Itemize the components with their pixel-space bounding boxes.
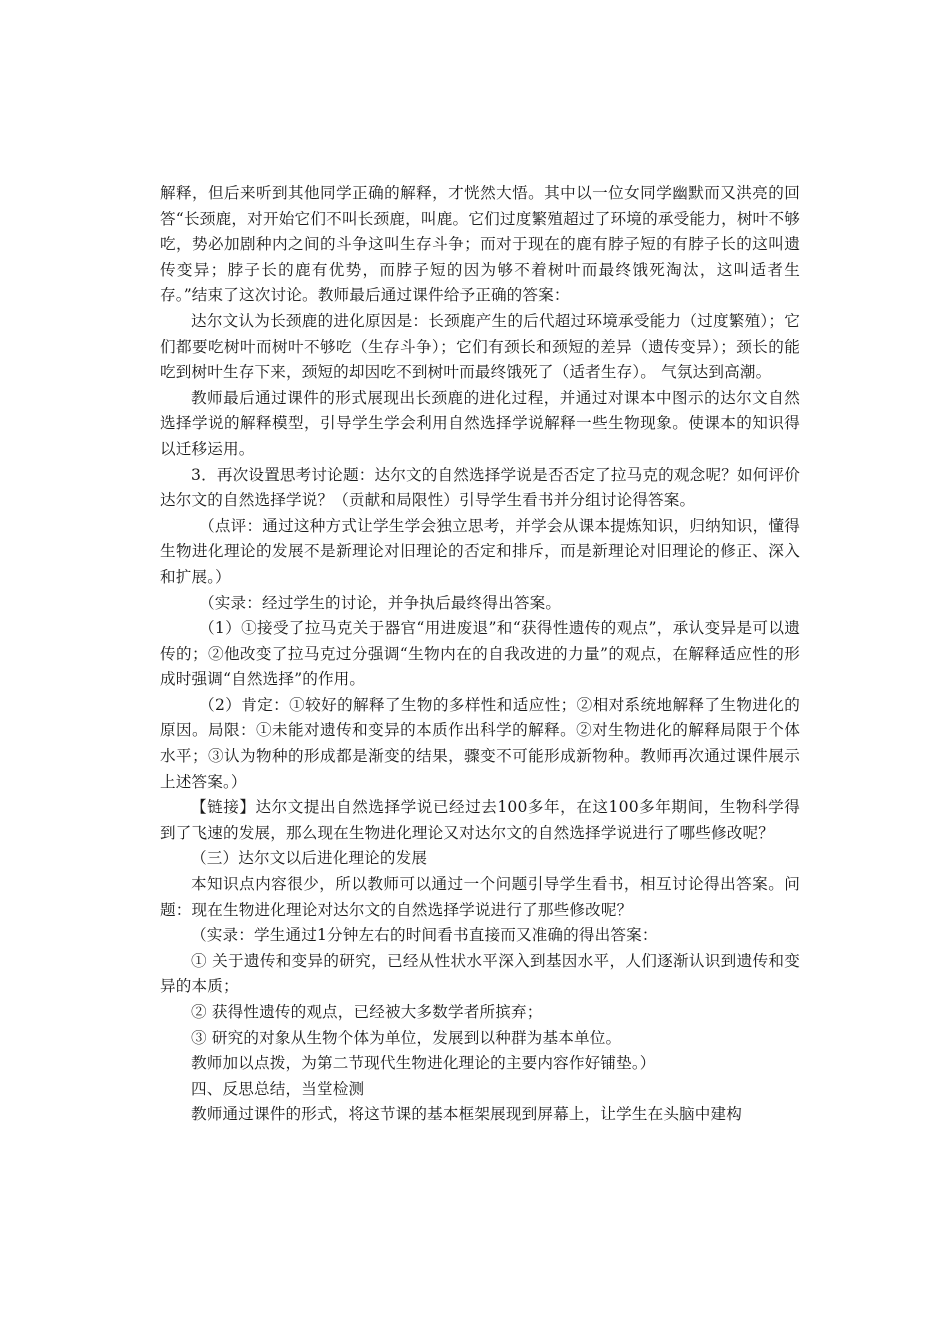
section-heading-reflection: 四、反思总结，当堂检测 <box>191 1079 365 1098</box>
paragraph-courseware-model: 教师最后通过课件的形式展现出长颈鹿的进化过程，并通过对课本中图示的达尔文自然选择学说的解释模型，引导学生学会利用自然选择学说解释一些生物现象。使课本的知识得以迁移运用。 <box>160 388 800 458</box>
paragraph-knowledge-point: 本知识点内容很少，所以教师可以通过一个问题引导学生看书，相互讨论得出答案。问题：现在生物进化理论对达尔文的自然选择学说进行了那些修改呢？ <box>160 875 800 919</box>
list-item-genetics: ① 关于遗传和变异的研究，已经从性状水平深入到基因水平，人们逐渐认识到遗传和变异的本质； <box>160 951 800 996</box>
paragraph-framework: 教师通过课件的形式，将这节课的基本框架展现到屏幕上，让学生在头脑中建构 <box>191 1105 743 1124</box>
document-page <box>160 181 800 1128</box>
list-item-population-unit: ③ 研究的对象从生物个体为单位，发展到以种群为基本单位。 <box>191 1028 622 1047</box>
paragraph-darwin-giraffe-answer: 达尔文认为长颈鹿的进化原因是：长颈鹿产生的后代超过环境承受能力（过度繁殖）；它们都要吃树叶而树叶不够吃（生存斗争）；它们有颈长和颈短的差异（遗传变异）；颈长的能吃到树叶生存下来，颈短的却因吃不到树叶而最终饿死了（适者生存）。 气氛达到高潮。 <box>160 311 800 382</box>
paragraph-giraffe-discussion: 解释，但后来听到其他同学正确的解释，才恍然大悟。其中以一位女同学幽默而又洪亮的回答“长颈鹿，对开始它们不叫长颈鹿，叫鹿。它们过度繁殖超过了环境的承受能力，树叶不够吃，势必加剧种内之间的斗争这叫生存斗争；而对于现在的鹿有脖子短的有脖子长的这叫遗传变异；脖子长的鹿有优势，而脖子短的因为够不着树叶而最终饿死淘汰，这叫适者生存。”结束了这次讨论。教师最后通过课件给予正确的答案： <box>160 184 800 305</box>
paragraph-commentary: （点评：通过这种方式让学生学会独立思考，并学会从课本提炼知识，归纳知识，懂得生物进化理论的发展不是新理论对旧理论的否定和排斥，而是新理论对旧理论的修正、深入和扩展。） <box>160 516 800 586</box>
paragraph-record-intro: （实录：经过学生的讨论，并争执后最终得出答案。 <box>199 593 562 612</box>
section-heading-evolution-theory: （三）达尔文以后进化理论的发展 <box>191 849 428 868</box>
paragraph-answer-1: （1）①接受了拉马克关于器官“用进废退”和“获得性遗传的观点”，承认变异是可以遗传的；②他改变了拉马克过分强调“生物内在的自我改进的力量”的观点，在解释适应性的形成时强调“自然选择”的作用。 <box>160 619 800 689</box>
paragraph-teacher-guidance: 教师加以点拨，为第二节现代生物进化理论的主要内容作好铺垫。） <box>191 1054 656 1073</box>
paragraph-discussion-question-3: 3．再次设置思考讨论题：达尔文的自然选择学说是否否定了拉马克的观念呢？如何评价达尔文的自然选择学说？（贡献和局限性）引导学生看书并分组讨论得答案。 <box>160 465 800 510</box>
paragraph-record-students: （实录：学生通过1分钟左右的时间看书直接而又准确的得出答案： <box>191 926 658 945</box>
paragraph-link: 【链接】达尔文提出自然选择学说已经过去100多年，在这100多年期间，生物科学得到了飞速的发展，那么现在生物进化理论又对达尔文的自然选择学说进行了哪些修改呢？ <box>160 798 800 842</box>
paragraph-answer-2: （2）肯定：①较好的解释了生物的多样性和适应性；②相对系统地解释了生物进化的原因。局限：①未能对遗传和变异的本质作出科学的解释。②对生物进化的解释局限于个体水平；③认为物种的形成都是渐变的结果，骤变不可能形成新物种。教师再次通过课件展示上述答案。） <box>160 695 800 791</box>
list-item-acquired-inheritance: ② 获得性遗传的观点，已经被大多数学者所摈弃； <box>191 1003 543 1021</box>
